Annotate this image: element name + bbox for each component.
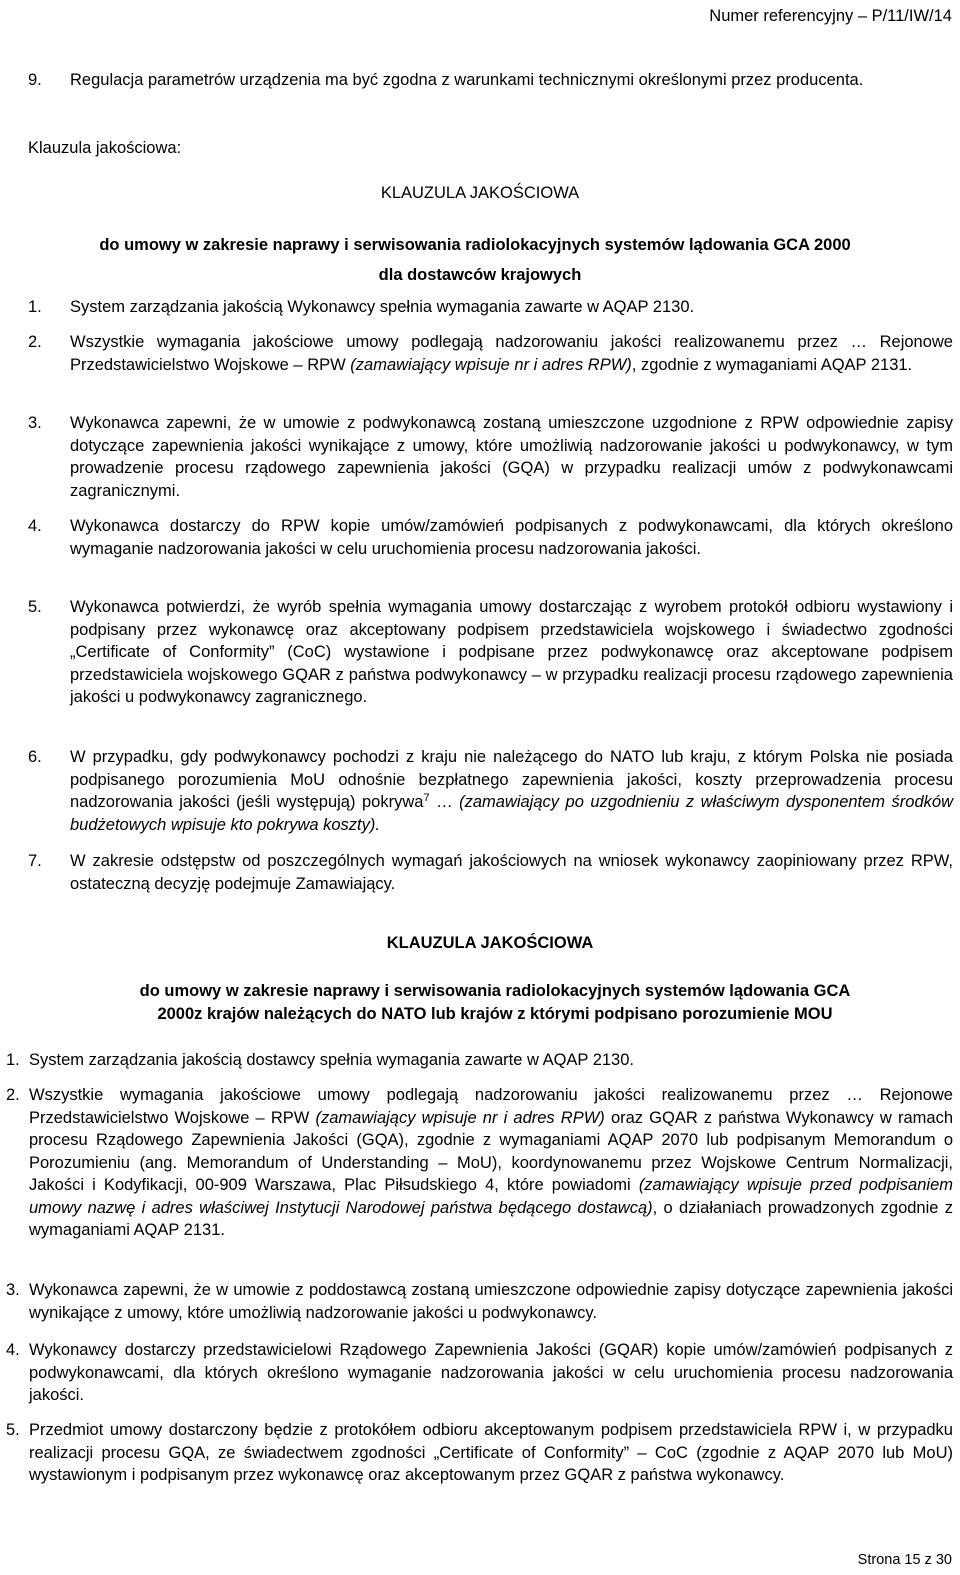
list-item [28,850,953,895]
list-item [6,1419,953,1487]
item-text: … [429,793,460,811]
item-text-italic: (zamawiający po uzgodnieniu z właściwym dysponentem środków budżetowych wpisuje kto pokrywa koszty). [70,793,953,834]
section-subtitle-2: dla dostawców krajowych [378,266,582,284]
item-number: 3. [6,1281,20,1299]
item-number: 7. [28,852,42,870]
item-text-italic: (zamawiający wpisuje przed podpisaniem umowy nazwę i adres właściwej Instytucji Narodowej państwa będącego dostawcą) [29,1176,953,1217]
item-number: 2. [6,1086,20,1104]
item-text: Wykonawca potwierdzi, że wyrób spełnia wymagania umowy dostarczając z wyrobem protokół odbioru wystawiony i podpisany przez wykonawcę oraz akceptowany podpisem przedstawiciela wojskowego i świadectwo zgodności „Certificate of Conformity” (CoC) wystawione i podpisane przez podwykonawcę oraz akceptowane podpisem przedstawiciela wojskowego GQAR z państwa podwykonawcy – w przypadku realizacji procesu rządowego zapewnienia jakości u podwykonawcy zagranicznego. [70,598,953,706]
clause-intro: Klauzula jakościowa: [28,139,182,157]
list-item [6,1279,953,1324]
item-number: 5. [28,598,42,616]
list-item [6,1049,953,1072]
item-number: 1. [6,1051,20,1069]
section-subtitle-line: 2000z krajów należących do NATO lub krajów z którymi podpisano porozumienie MOU [157,1004,833,1023]
item-number: 1. [28,298,42,316]
section-title: KLAUZULA JAKOŚCIOWA [386,934,594,952]
item-text: System zarządzania jakością Wykonawcy spełnia wymagania zawarte w AQAP 2130. [70,298,695,316]
page-number: Strona 15 z 30 [857,1552,952,1568]
section-title: KLAUZULA JAKOŚCIOWA [380,184,580,202]
item-text: Wykonawca zapewni, że w umowie z poddostawcą zostaną umieszczone odpowiednie zapisy dotyczące zapewnienia jakości wynikające z umowy, które umożliwią nadzorowanie jakości u podwykonawcy. [29,1281,953,1322]
list-item [28,515,953,560]
item-number: 4. [6,1341,20,1359]
item-text: System zarządzania jakością dostawcy spełnia wymagania zawarte w AQAP 2130. [29,1051,634,1069]
item-number: 6. [28,748,42,766]
section-subtitle: do umowy w zakresie naprawy i serwisowania radiolokacyjnych systemów lądowania GCA 2000 [99,236,851,254]
item-text: Wykonawca dostarczy do RPW kopie umów/zamówień podpisanych z podwykonawcami, dla których określono wymaganie nadzorowania jakości w celu uruchomienia procesu nadzorowania jakości. [70,517,953,558]
item-number: 9. [28,71,42,89]
item-text: Wszystkie wymagania jakościowe umowy podlegają nadzorowaniu jakości realizowanemu przez … Rejonowe Przedstawicielstwo Wojskowe – RPW [29,1086,953,1127]
item-text: W zakresie odstępstw od poszczególnych wymagań jakościowych na wniosek wykonawcy zaopiniowany przez RPW, ostateczną decyzję podejmuje Zamawiający. [70,852,953,893]
item-text-italic: (zamawiający wpisuje nr i adres RPW) [315,1108,605,1127]
list-item [28,296,953,319]
section-subtitle [15,980,960,1025]
item-text: , zgodnie z wymaganiami AQAP 2131. [631,355,913,374]
item-text: Wykonawca zapewni, że w umowie z podwykonawcą zostaną umieszczone uzgodnione z RPW odpowiednie zapisy dotyczące zapewnienia jakości wynikające z umowy, które umożliwią nadzorowanie jakości u podwykonawcy, w tym prowadzenie procesu rządowego zapewnienia jakości (GQA) w przypadku realizacji umów z podwykonawcami zagranicznymi. [70,414,953,500]
item-text: W przypadku, gdy podwykonawcy pochodzi z kraju nie należącego do NATO lub kraju, z którym Polska nie posiada podpisanego porozumienia MoU odnośnie bezpłatnego zapewnienia jakości, koszty przeprowadzenia procesu nadzorowania jakości (jeśli występują) pokrywa [70,748,953,811]
list-item [28,331,953,376]
list-item [28,69,953,92]
list-item [6,1339,953,1407]
item-number: 3. [28,414,42,432]
item-text: Regulacja parametrów urządzenia ma być zgodna z warunkami technicznymi określonymi przez producenta. [70,71,864,89]
list-item [6,1084,954,1242]
list-item [28,746,953,836]
item-text-italic: (zamawiający wpisuje nr i adres RPW) [350,355,632,374]
footnote-marker: 7 [423,792,430,804]
list-item [28,412,953,502]
item-text: oraz GQAR z państwa Wykonawcy w ramach procesu Rządowego Zapewnienia Jakości (GQA), zgodnie z wymaganiami AQAP 2070 lub podpisanym Memorandum o Porozumieniu (ang. Memorandum of Understanding – MoU), koordynowanemu przez Wojskowe Centrum Normalizacji, Jakości i Kodyfikacji, 00-909 Warszawa, Plac Piłsudskiego 4, które powiadomi [29,1108,953,1194]
item-text: Wszystkie wymagania jakościowe umowy podlegają nadzorowaniu jakości realizowanemu przez … Rejonowe Przedstawicielstwo Wojskowe – RPW [70,333,953,374]
document-reference: Numer referencyjny – P/11/IW/14 [709,7,952,25]
item-number: 4. [28,517,42,535]
section-subtitle-line: do umowy w zakresie naprawy i serwisowania radiolokacyjnych systemów lądowania GCA [139,982,851,1000]
item-text: Przedmiot umowy dostarczony będzie z protokółem odbioru akceptowanym podpisem przedstawiciela RPW i, w przypadku realizacji procesu GQA, ze świadectwem zgodności „Certificate of Conformity” – CoC (zgodnie z AQAP 2070 lub MoU) wystawionym i podpisanym przez wykonawcę oraz akceptowanym przez GQAR z państwa wykonawcy. [29,1421,953,1484]
item-number: 5. [6,1421,20,1439]
item-text: Wykonawcy dostarczy przedstawicielowi Rządowego Zapewnienia Jakości (GQAR) kopie umów/zamówień podpisanych z podwykonawcami, dla których określono wymaganie nadzorowania jakości w celu uruchomienia procesu nadzorowania jakości. [29,1341,953,1404]
item-text: , o działaniach prowadzonych zgodnie z wymaganiami AQAP 2131. [29,1198,954,1239]
list-item [28,596,953,709]
item-number: 2. [28,333,42,351]
